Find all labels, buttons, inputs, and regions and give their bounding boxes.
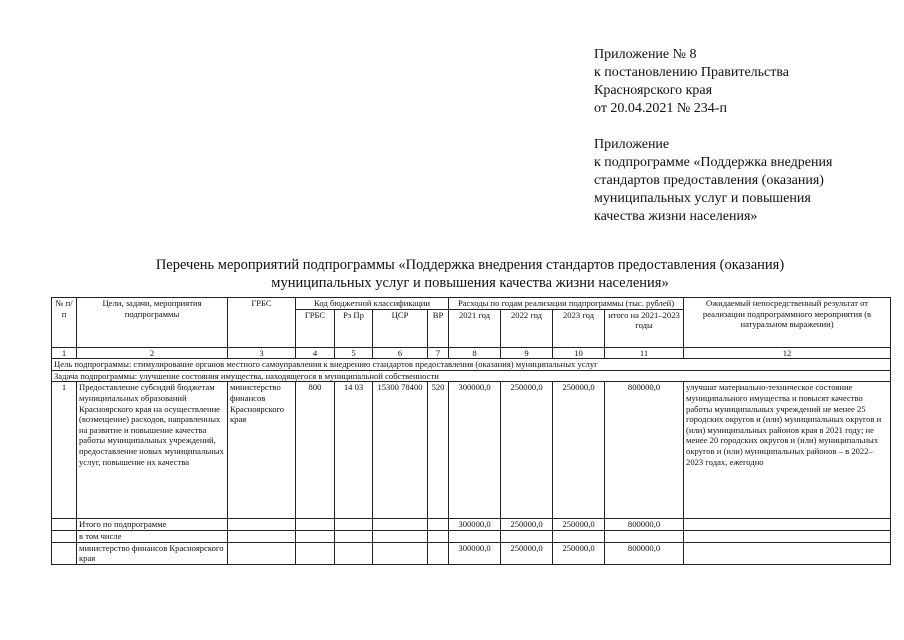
activity-vr: 520 [428, 382, 449, 519]
header-budget-code: Код бюджетной классификации [296, 298, 449, 310]
column-number: 3 [228, 347, 296, 359]
ministry-2022: 250000,0 [501, 542, 553, 564]
header-goals: Цели, задачи, мероприятия подпрограммы [77, 298, 228, 348]
ministry-row [52, 542, 891, 564]
column-number: 11 [605, 347, 684, 359]
total-sum: 800000,0 [605, 519, 684, 531]
activity-2021: 300000,0 [449, 382, 501, 519]
activity-name: Предоставление субсидий бюджетам муниципальных образований Красноярского края на осуществление (возмещение) расходов, направленных на развитие и повышение качества работы муниципальных учреждений, предоставление новых муниципальных услуг, повышение их качества [77, 382, 228, 519]
page-title [60, 256, 880, 292]
sub-appendix-line: качества жизни населения» [594, 209, 758, 224]
activity-row [52, 382, 891, 519]
header-total: итого на 2021–2023 годы [605, 309, 684, 347]
ministry-2021: 300000,0 [449, 542, 501, 564]
total-row [52, 519, 891, 531]
column-numbers-row [52, 347, 891, 359]
column-number: 9 [501, 347, 553, 359]
column-number: 1 [52, 347, 77, 359]
column-number: 7 [428, 347, 449, 359]
header-2023: 2023 год [553, 309, 605, 347]
header-2022: 2022 год [501, 309, 553, 347]
including-row [52, 530, 891, 542]
header-expenses: Расходы по годам реализации подпрограммы (тыс. рублей) [449, 298, 684, 310]
appendix-line: от 20.04.2021 № 234-п [594, 101, 727, 116]
activity-total: 800000,0 [605, 382, 684, 519]
activity-grbs: министерство финансов Красноярского края [228, 382, 296, 519]
ministry-label: министерство финансов Красноярского края [77, 542, 228, 564]
activity-rz-pr: 14 03 [335, 382, 373, 519]
header-result: Ожидаемый непосредственный результат от реализации подпрограммного мероприятия (в натуральном выражении) [684, 298, 891, 348]
activity-code-grbs: 800 [296, 382, 335, 519]
column-number: 12 [684, 347, 891, 359]
appendix-block [594, 46, 894, 226]
column-number: 8 [449, 347, 501, 359]
ministry-total: 800000,0 [605, 542, 684, 564]
total-2021: 300000,0 [449, 519, 501, 531]
column-number: 2 [77, 347, 228, 359]
column-number: 5 [335, 347, 373, 359]
column-number: 6 [373, 347, 428, 359]
task-row: Задача подпрограммы: улучшение состояния имущества, находящегося в муниципальной собственности [52, 370, 891, 382]
total-2022: 250000,0 [501, 519, 553, 531]
sub-appendix-line: Приложение [594, 137, 670, 152]
activities-table [51, 297, 891, 565]
column-number: 10 [553, 347, 605, 359]
activity-csr: 15300 78400 [373, 382, 428, 519]
header-csr: ЦСР [373, 309, 428, 347]
ministry-2023: 250000,0 [553, 542, 605, 564]
activity-result: улучшат материально-техническое состояние муниципального имущества и повысят качество работы муниципальных учреждений не менее 25 городских округов и (или) муниципальных округов и (или) муниципальных районов края в 2021 году; не менее 20 городских округов и (или) муниципальных округов и (или) муниципальных районов – в 2022–2023 годах, ежегодно [684, 382, 891, 519]
header-num: № п/п [52, 298, 77, 348]
column-number: 4 [296, 347, 335, 359]
appendix-line: к постановлению Правительства [594, 65, 790, 80]
activity-2022: 250000,0 [501, 382, 553, 519]
title-line-1: Перечень мероприятий подпрограммы «Поддержка внедрения стандартов предоставления (оказания) [155, 257, 785, 273]
header-2021: 2021 год [449, 309, 501, 347]
title-line-2: муниципальных услуг и повышения качества жизни населения» [271, 275, 669, 291]
activity-2023: 250000,0 [553, 382, 605, 519]
header-rz-pr: Рз Пр [335, 309, 373, 347]
appendix-line: Красноярского края [594, 83, 713, 98]
header-code-grbs: ГРБС [296, 309, 335, 347]
total-2023: 250000,0 [553, 519, 605, 531]
header-grbs: ГРБС [228, 298, 296, 348]
goal-row: Цель подпрограммы: стимулирование органов местного самоуправления к внедрению стандартов предоставления (оказания) муниципальных услуг [52, 359, 891, 371]
header-vr: ВР [428, 309, 449, 347]
appendix-line: Приложение № 8 [594, 47, 697, 62]
sub-appendix-line: стандартов предоставления (оказания) [594, 173, 824, 188]
total-label: Итого по подпрограмме [77, 519, 228, 531]
activity-num: 1 [52, 382, 77, 519]
sub-appendix-line: к подпрограмме «Поддержка внедрения [594, 155, 833, 170]
including-label: в том числе [77, 530, 228, 542]
sub-appendix-line: муниципальных услуг и повышения [594, 191, 811, 206]
